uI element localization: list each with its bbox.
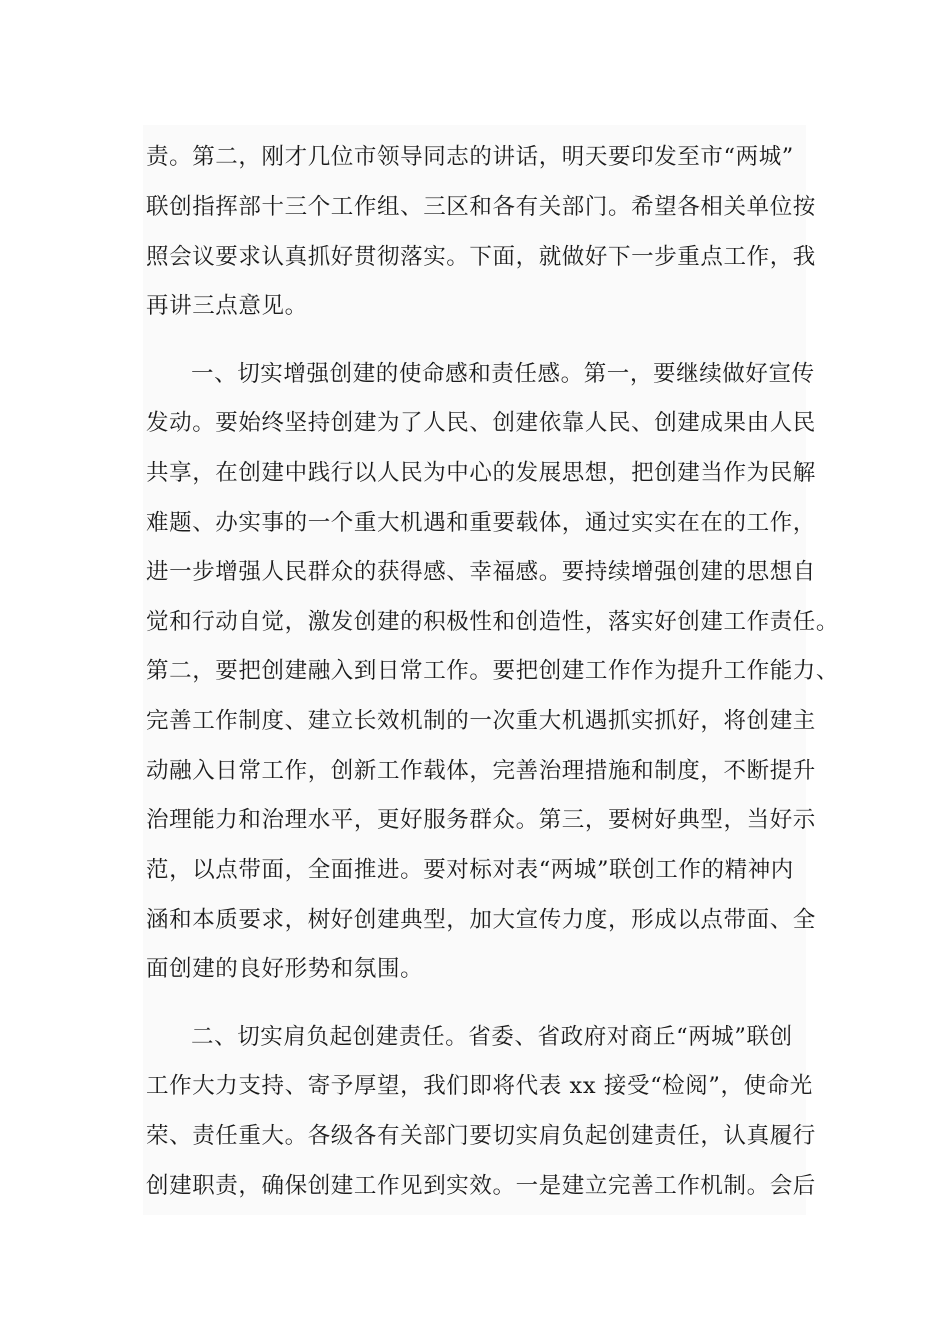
text-line: 共享，在创建中践行以人民为中心的发展思想，把创建当作为民解 xyxy=(146,460,816,486)
text-line: 创建职责，确保创建工作见到实效。一是建立完善工作机制。会后 xyxy=(146,1173,816,1199)
text-line: 责。第二，刚才几位市领导同志的讲话，明天要印发至市“两城” xyxy=(146,144,794,170)
text-line: 工作大力支持、寄予厚望，我们即将代表 xx 接受“检阅”，使命光 xyxy=(146,1073,813,1099)
text-line: 面创建的良好形势和氛围。 xyxy=(146,956,424,982)
text-line: 治理能力和治理水平，更好服务群众。第三，要树好典型，当好示 xyxy=(146,807,816,833)
text-line: 再讲三点意见。 xyxy=(146,293,308,319)
text-line: 照会议要求认真抓好贯彻落实。下面，就做好下一步重点工作，我 xyxy=(146,244,816,270)
text-line: 觉和行动自觉，激发创建的积极性和创造性，落实好创建工作责任。 xyxy=(146,609,840,635)
text-line: 进一步增强人民群众的获得感、幸福感。要持续增强创建的思想自 xyxy=(146,559,816,585)
text-line: 难题、办实事的一个重大机遇和重要载体，通过实实在在的工作， xyxy=(146,510,816,536)
text-line: 联创指挥部十三个工作组、三区和各有关部门。希望各相关单位按 xyxy=(146,194,816,220)
text-line: 第二，要把创建融入到日常工作。要把创建工作作为提升工作能力、 xyxy=(146,658,840,684)
document-body xyxy=(143,125,840,1215)
text-line: 涵和本质要求，树好创建典型，加大宣传力度，形成以点带面、全 xyxy=(146,907,816,933)
text-line: 发动。要始终坚持创建为了人民、创建依靠人民、创建成果由人民 xyxy=(146,410,816,436)
text-line: 完善工作制度、建立长效机制的一次重大机遇抓实抓好，将创建主 xyxy=(146,708,816,734)
text-line: 动融入日常工作，创新工作载体，完善治理措施和制度，不断提升 xyxy=(146,758,816,784)
text-line: 荣、责任重大。各级各有关部门要切实肩负起创建责任，认真履行 xyxy=(146,1123,816,1149)
paragraph-heading-line: 一、切实增强创建的使命感和责任感。第一，要继续做好宣传 xyxy=(191,361,815,387)
text-line: 范，以点带面，全面推进。要对标对表“两城”联创工作的精神内 xyxy=(146,857,794,883)
paragraph-heading-line: 二、切实肩负起创建责任。省委、省政府对商丘“两城”联创 xyxy=(191,1024,793,1050)
